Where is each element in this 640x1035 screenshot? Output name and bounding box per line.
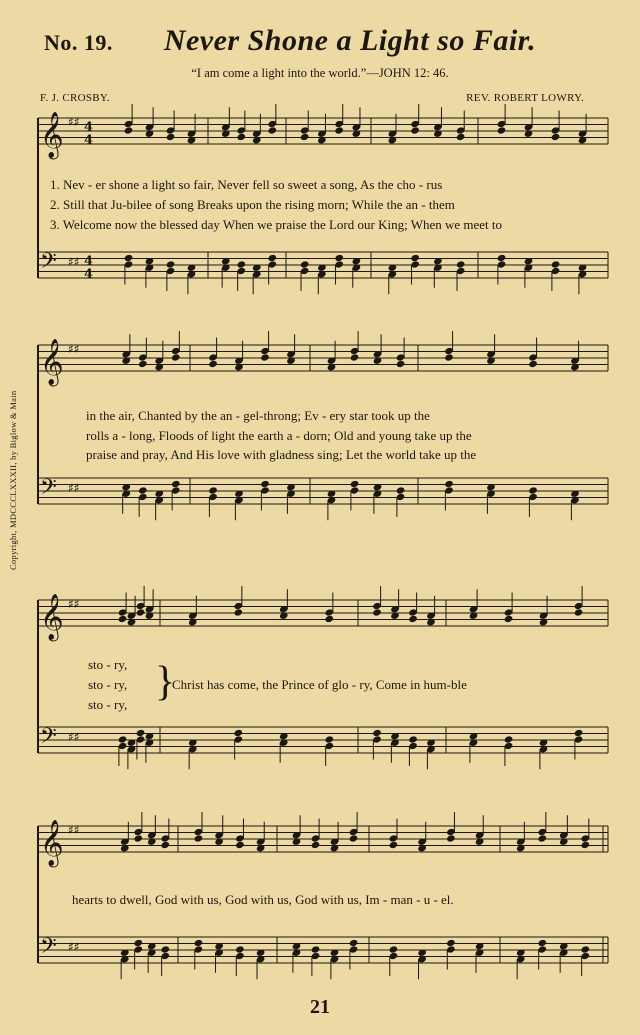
composer-credit: REV. ROBERT LOWRY. — [466, 92, 584, 104]
note-head — [194, 834, 204, 842]
note-head — [300, 260, 310, 268]
note-head — [118, 615, 128, 623]
note-head — [133, 834, 143, 842]
treble-clef-icon: 𝄞 — [40, 339, 64, 385]
note-head — [236, 133, 246, 141]
note-head — [300, 133, 310, 141]
lyric-line: rolls a - long, Floods of light the earth a - dorn; Old and young take up the — [86, 428, 472, 443]
note-head — [528, 486, 538, 494]
key-signature-sharp-icon: ♯♯ — [68, 940, 80, 954]
note-head — [171, 353, 181, 361]
note-head — [133, 939, 143, 947]
note-head — [233, 608, 243, 616]
note-head — [208, 486, 218, 494]
note-head — [324, 735, 334, 743]
lyric-line: sto - ry, — [88, 697, 128, 712]
key-signature-sharp-icon: ♯♯ — [68, 597, 80, 611]
note-head — [410, 126, 420, 134]
note-head — [233, 729, 243, 737]
treble-clef-icon: 𝄞 — [40, 112, 64, 158]
note-head — [537, 834, 547, 842]
note-head — [311, 945, 321, 953]
lyricist-credit: F. J. CROSBY. — [40, 92, 110, 104]
bass-clef-icon: 𝄢 — [40, 934, 57, 964]
key-signature-sharp-icon: ♯♯ — [68, 481, 80, 495]
note-head — [504, 615, 514, 623]
key-signature-sharp-icon: ♯♯ — [68, 342, 80, 356]
treble-clef-icon: 𝄞 — [40, 820, 64, 866]
note-head — [396, 486, 406, 494]
verse-brace: } — [155, 659, 176, 705]
note-head — [194, 939, 204, 947]
note-head — [408, 735, 418, 743]
note-head — [235, 945, 245, 953]
hymn-number: No. 19. — [44, 30, 113, 55]
key-signature-sharp-icon: ♯♯ — [68, 823, 80, 837]
note-head — [124, 254, 134, 262]
note-head — [208, 360, 218, 368]
key-signature-sharp-icon: ♯♯ — [68, 730, 80, 744]
time-signature-numerator: 4 — [84, 254, 94, 269]
note-head — [372, 608, 382, 616]
note-head — [260, 480, 270, 488]
note-head — [311, 841, 321, 849]
key-signature-sharp-icon: ♯♯ — [68, 255, 80, 269]
note-head — [551, 260, 561, 268]
note-head — [260, 353, 270, 361]
note-head — [528, 360, 538, 368]
note-head — [166, 133, 176, 141]
note-head — [574, 608, 584, 616]
note-head — [236, 260, 246, 268]
note-head — [456, 260, 466, 268]
note-head — [410, 254, 420, 262]
note-head — [537, 939, 547, 947]
note-head — [497, 126, 507, 134]
lyric-line: sto - ry, — [88, 657, 128, 672]
note-head — [497, 254, 507, 262]
time-signature-numerator: 4 — [84, 120, 94, 135]
treble-clef-icon: 𝄞 — [40, 594, 64, 640]
note-head — [574, 729, 584, 737]
note-head — [349, 939, 359, 947]
note-head — [160, 945, 170, 953]
note-head — [138, 360, 148, 368]
note-head — [350, 353, 360, 361]
note-head — [334, 126, 344, 134]
note-head — [551, 133, 561, 141]
lyric-line: sto - ry, — [88, 677, 128, 692]
note-head — [160, 841, 170, 849]
note-head — [372, 729, 382, 737]
note-head — [324, 615, 334, 623]
note-head — [408, 615, 418, 623]
note-head — [350, 480, 360, 488]
note-head — [389, 841, 399, 849]
note-head — [136, 608, 146, 616]
page-number: 21 — [310, 996, 330, 1018]
time-signature-denominator: 4 — [84, 267, 94, 282]
bass-clef-icon: 𝄢 — [40, 724, 57, 754]
note-head — [396, 360, 406, 368]
lyric-line: hearts to dwell, God with us, God with us, God with us, Im - man - u - el. — [72, 892, 454, 907]
note-head — [456, 133, 466, 141]
note-head — [444, 480, 454, 488]
note-head — [267, 254, 277, 262]
note-head — [267, 126, 277, 134]
note-head — [444, 353, 454, 361]
scripture-quote: “I am come a light into the world.”—JOHN 12: 46. — [191, 66, 449, 80]
lyric-line: in the air, Chanted by the an - gel-throng; Ev - ery star took up the — [86, 408, 430, 423]
note-head — [235, 841, 245, 849]
note-head — [504, 735, 514, 743]
note-head — [349, 834, 359, 842]
bass-clef-icon: 𝄢 — [40, 249, 57, 279]
hymn-title: Never Shone a Light so Fair. — [163, 24, 537, 57]
lyric-line: praise and pray, And His love with gladness sing; Let the world take up the — [86, 447, 477, 462]
bass-clef-icon: 𝄢 — [40, 475, 57, 505]
note-head — [171, 480, 181, 488]
note-head — [580, 945, 590, 953]
refrain-line: Christ has come, the Prince of glo - ry, Come in hum-ble — [172, 677, 467, 692]
note-head — [446, 939, 456, 947]
note-head — [334, 254, 344, 262]
note-head — [446, 834, 456, 842]
note-head — [118, 735, 128, 743]
note-head — [136, 729, 146, 737]
note-head — [166, 260, 176, 268]
note-head — [138, 486, 148, 494]
lyric-line: 1. Nev - er shone a light so fair, Never fell so sweet a song, As the cho - rus — [50, 177, 443, 192]
time-signature-denominator: 4 — [84, 133, 94, 148]
key-signature-sharp-icon: ♯♯ — [68, 115, 80, 129]
copyright-notice: Copyright, MDCCCLXXXII, by Biglow & Main — [8, 390, 18, 570]
lyric-line: 3. Welcome now the blessed day When we praise the Lord our King; When we meet to — [50, 217, 503, 232]
note-head — [389, 945, 399, 953]
note-head — [580, 841, 590, 849]
lyric-line: 2. Still that Ju-bilee of song Breaks upon the rising morn; While the an - them — [50, 197, 455, 212]
note-head — [124, 126, 134, 134]
